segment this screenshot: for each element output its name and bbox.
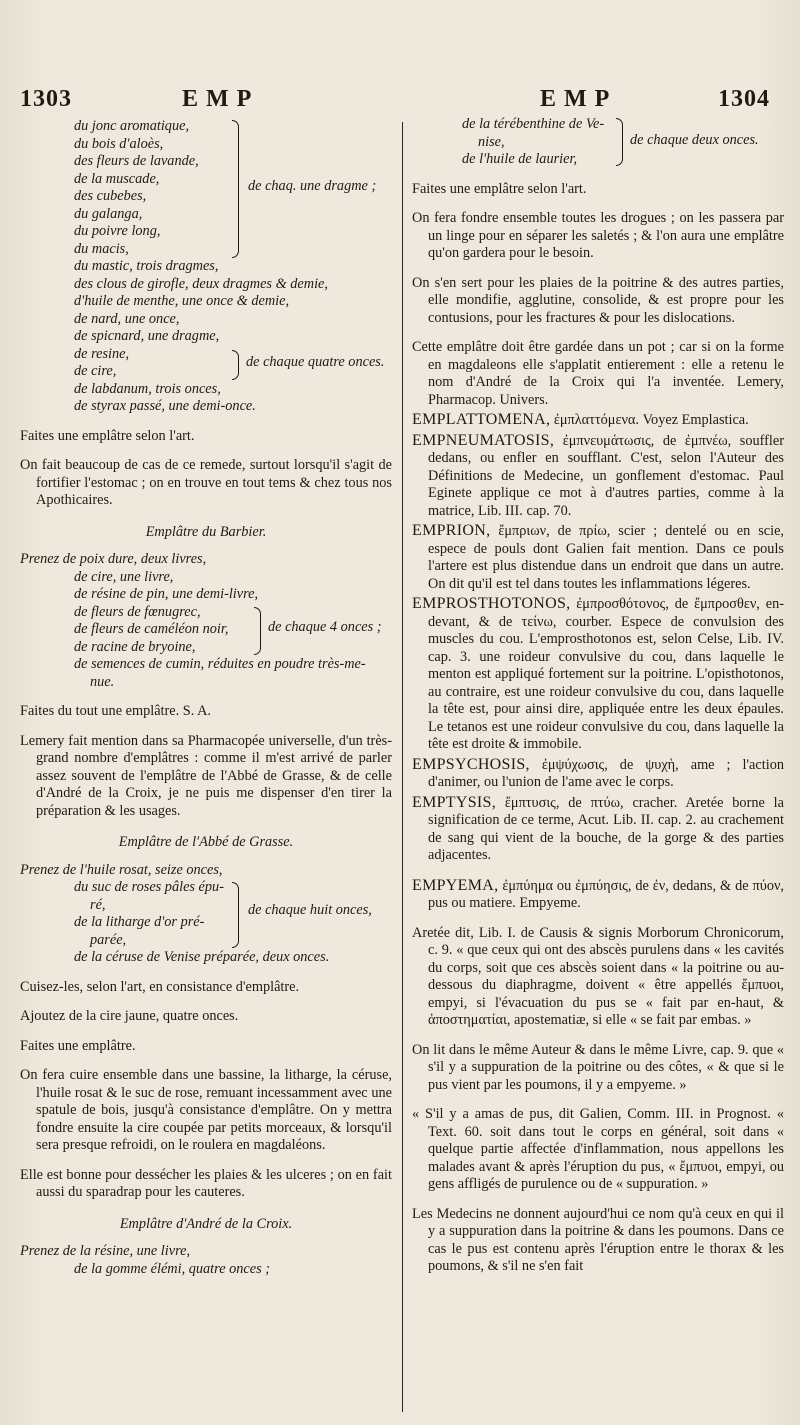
paragraph: Elle est bonne pour dessécher les plaies & les ulceres ; on en fait aussi du sparadrap pour les cauteres. bbox=[20, 1166, 392, 1200]
brace-quantity: de chaque 4 onces ; bbox=[268, 619, 382, 635]
ingredient-line: des fleurs de lavande, bbox=[74, 153, 199, 169]
ingredient-line: de l'huile de laurier, bbox=[462, 151, 578, 167]
left-page-number: 1303 bbox=[20, 86, 72, 112]
right-page-number: 1304 bbox=[718, 86, 770, 112]
paragraph: Ajoutez de la cire jaune, quatre onces. bbox=[20, 1008, 239, 1024]
paragraph: Faites du tout une emplâtre. S. A. bbox=[20, 703, 211, 719]
ingredient-line: nue. bbox=[90, 673, 115, 690]
ingredient-line: Prenez de la résine, une livre, bbox=[20, 1243, 191, 1259]
ingredient-group-top bbox=[412, 116, 784, 169]
ingredient-line: de labdanum, trois onces, bbox=[74, 380, 221, 397]
ingredient-group-grasse bbox=[20, 862, 392, 967]
ingredient-line: de fleurs de fœnugrec, bbox=[74, 603, 201, 620]
ingredient-line: du bois d'aloès, bbox=[74, 135, 164, 152]
ingredient-line: de la térébenthine de Ve- bbox=[462, 116, 605, 132]
dictionary-entry bbox=[412, 877, 784, 913]
paragraph: « S'il y a amas de pus, dit Galien, Comm. III. in Prognost. « Text. 60. soit dans tout le corps en général, soit dans « quelque partie affectée d'inflammation, nous appellons les malades avant & après l'éruption du pus, « ἔμπυοι, empyi, ou gens affligés de purulence ou de « suppuration. » bbox=[412, 1106, 784, 1192]
entry-text: ἐμπροσθότονος, de ἔμπροσθεν, en-devant, & de τείνω, courber. Espece de convulsion des muscles du cou. L'emprosthotonos est, selon Celse, Lib. IV. cap. 3. une roideur convulsive du cou, dans laquelle le menton est appliqué fortement sur la poitrine. L'opisthotonos, au contraire, est une roideur convulsive du cou, dans laquelle la tête est, pour ainsi dire, appliquée entre les deux épaules. Le tetanos est une roideur convulsive du cou, dans laquelle la tête est droite & immobile. bbox=[428, 596, 784, 752]
ingredient-group-d bbox=[20, 381, 392, 416]
ingredient-line: du poivre long, bbox=[74, 223, 161, 239]
ingredient-line: des clous de girofle, deux dragmes & demie, bbox=[74, 275, 328, 292]
entry-headword: EMPNEUMATOSIS, bbox=[412, 431, 555, 449]
entry-headword: EMPROSTHOTONOS, bbox=[412, 595, 571, 612]
entry-headword: EMPTYSIS, bbox=[412, 793, 497, 811]
ingredient-line: du galanga, bbox=[74, 205, 143, 222]
brace-quantity: de chaq. une dragme ; bbox=[248, 178, 377, 194]
ingredient-line: de cire, une livre, bbox=[74, 568, 174, 585]
entry-text: ἐμπλαττόμενα. Voyez Emplastica. bbox=[550, 412, 749, 428]
ingredient-line: de spicnard, une dragme, bbox=[74, 328, 220, 344]
ingredient-line: de cire, bbox=[74, 363, 117, 379]
paragraph: Aretée dit, Lib. I. de Causis & signis Morborum Chronicorum, c. 9. « que ceux qui ont des abscès purulens dans « les cavités du corps, soit que ces abscès soient dans « la poitrine ou au-dessous du diaphragme, doivent « être appellés ἔμπυοι, empyi, si l'évacuation du pus se « fait par en-haut, & ἀποστηματίαι, apostematiæ, si elle « se fait par embas. » bbox=[412, 924, 784, 1028]
ingredient-group-croix bbox=[20, 1243, 392, 1278]
brace-mark bbox=[232, 882, 239, 948]
ingredient-line: nise, bbox=[478, 133, 505, 150]
dictionary-entry bbox=[412, 794, 784, 865]
ingredient-line: Prenez de poix dure, deux livres, bbox=[20, 551, 207, 567]
ingredient-line: de racine de bryoine, bbox=[74, 638, 196, 655]
ingredient-line: du mastic, trois dragmes, bbox=[74, 258, 219, 274]
right-column bbox=[412, 116, 784, 1276]
ingredient-group-barbier bbox=[20, 551, 392, 691]
paragraph: On lit dans le même Auteur & dans le même Livre, cap. 9. que « s'il y a suppuration de la poitrine ou des côtes, « & que si le pus vient par les poumons, il y a empyeme. » bbox=[412, 1041, 784, 1093]
section-title: Emplâtre de l'Abbé de Grasse. bbox=[118, 834, 294, 850]
dictionary-entry bbox=[412, 432, 784, 521]
paragraph: Cette emplâtre doit être gardée dans un pot ; car si on la forme en magdaleons elle s'applatit entierement : elle a retenu le nom d'André de la Croix qui l'a inventée. Lemery, Pharmacop. Univers. bbox=[412, 339, 784, 408]
dictionary-entry bbox=[412, 595, 784, 754]
dictionary-entry bbox=[412, 411, 784, 430]
entry-text: ἐμπύημα ou ἐμπύησις, de ἐν, dedans, & de πύον, pus ou matiere. Empyeme. bbox=[428, 877, 784, 911]
column-divider bbox=[402, 122, 403, 1412]
paragraph: Lemery fait mention dans sa Pharmacopée universelle, d'un très-grand nombre d'emplâtres : comme il m'est arrivé de parler assez souvent de l'emplâtre de l'Abbé de Grasse, & de celle d'André de la Croix, je ne puis me dispenser d'en tirer la préparation & les usages. bbox=[20, 732, 392, 819]
brace-mark bbox=[254, 607, 261, 655]
entry-text: ἐμπνευμάτωσις, de ἐμπνέω, souffler dedans, ou enfler en soufflant. C'est, selon l'Auteur des Définitions de Medecine, un gonflement d'estomac. Paul Eginete applique ce mot à d'autres parties, comme à la matrice, Lib. III. cap. 70. bbox=[428, 432, 784, 519]
left-column bbox=[20, 118, 392, 1278]
dictionary-entry bbox=[412, 756, 784, 792]
ingredient-line: de la céruse de Venise préparée, deux onces. bbox=[74, 949, 330, 965]
brace-mark bbox=[232, 350, 239, 380]
ingredient-line: de resine, bbox=[74, 345, 130, 362]
ingredient-line: de la muscade, bbox=[74, 170, 160, 187]
entry-headword: EMPSYCHOSIS, bbox=[412, 755, 530, 773]
dictionary-entry bbox=[412, 522, 784, 593]
ingredient-group-c bbox=[20, 346, 392, 381]
brace-quantity: de chaque huit onces, bbox=[248, 901, 372, 918]
entry-text: ἔμπριων, de πρίω, scier ; dentelé ou en scie, espece de pouls dont Galien fait mention. Dans ce pouls l'artere est plus distendue dans un endroit que dans un autre. On dit qu'il est tel dans toutes les inflammations légeres. bbox=[428, 523, 784, 592]
ingredient-line: de nard, une once, bbox=[74, 310, 180, 327]
ingredient-line: de fleurs de caméléon noir, bbox=[74, 621, 229, 637]
brace-quantity: de chaque deux onces. bbox=[630, 132, 759, 148]
paragraph: On s'en sert pour les plaies de la poitrine & des autres parties, elle mondifie, agglutine, consolide, & est propre pour les contusions, pour les fractures & pour les dislocations. bbox=[412, 274, 784, 326]
paragraph: Cuisez-les, selon l'art, en consistance d'emplâtre. bbox=[20, 978, 300, 995]
ingredient-line: de semences de cumin, réduites en poudre très-me- bbox=[74, 656, 366, 672]
section-title: Emplâtre du Barbier. bbox=[145, 523, 267, 540]
ingredient-line: ré, bbox=[90, 896, 106, 913]
ingredient-line: du suc de roses pâles épu- bbox=[74, 879, 224, 895]
entry-text: ἐμψύχωσις, de ψυχὴ, ame ; l'action d'animer, ou l'union de l'ame avec le corps. bbox=[428, 756, 784, 790]
ingredient-line: de résine de pin, une demi-livre, bbox=[74, 586, 259, 602]
ingredient-line: de la gomme élémi, quatre onces ; bbox=[74, 1260, 270, 1277]
paragraph: On fera cuire ensemble dans une bassine, la litharge, la céruse, l'huile rosat & le suc de rose, remuant incessamment avec une spatule de bois, jusqu'à consistance d'emplâtre. On y mettra fondre ensuite la cire coupée par petits morceaux, & lorsqu'il sera presque refroidi, on le roulera en magdaléons. bbox=[20, 1067, 392, 1153]
paragraph: Faites une emplâtre selon l'art. bbox=[412, 180, 587, 197]
brace-quantity: de chaque quatre onces. bbox=[246, 353, 385, 370]
brace-mark bbox=[616, 118, 623, 166]
entry-headword: EMPYEMA, bbox=[412, 876, 499, 894]
entry-text: ἔμπτυσις, de πτύω, cracher. Aretée borne la signification de ce terme, Acut. Lib. II. cap. 2. au crachement de sang qui vient de la bouche, de la gorge & des parties adjacentes. bbox=[428, 794, 784, 863]
section-title: Emplâtre d'André de la Croix. bbox=[119, 1215, 293, 1232]
paragraph: On fera fondre ensemble toutes les drogues ; on les passera par un linge pour en séparer les saletés ; & l'on aura une emplâtre qu'on gardera pour le besoin. bbox=[412, 210, 784, 261]
ingredient-line: d'huile de menthe, une once & demie, bbox=[74, 293, 290, 309]
left-running-head: E M P bbox=[182, 86, 253, 112]
ingredient-line: de la litharge d'or pré- bbox=[74, 914, 205, 930]
paragraph: Faites une emplâtre selon l'art. bbox=[20, 427, 195, 444]
ingredient-line: du macis, bbox=[74, 240, 129, 257]
ingredient-line: Prenez de l'huile rosat, seize onces, bbox=[20, 861, 223, 878]
right-running-head: E M P bbox=[540, 86, 611, 112]
ingredient-group-b bbox=[20, 258, 392, 346]
ingredient-line: du jonc aromatique, bbox=[74, 118, 190, 134]
brace-mark bbox=[232, 120, 239, 258]
paragraph: On fait beaucoup de cas de ce remede, surtout lorsqu'il s'agit de fortifier l'estomac ; on en trouve en tout tems & chez tous nos Apothicaires. bbox=[20, 457, 392, 508]
ingredient-line: parée, bbox=[90, 931, 127, 948]
ingredient-line: des cubebes, bbox=[74, 188, 147, 204]
ingredient-group-a bbox=[20, 118, 392, 258]
entry-headword: EMPRION, bbox=[412, 522, 491, 539]
entry-headword: EMPLATTOMENA, bbox=[412, 411, 551, 428]
ingredient-line: de styrax passé, une demi-once. bbox=[74, 398, 256, 414]
paragraph: Les Medecins ne donnent aujourd'hui ce nom qu'à ceux en qui il y a suppuration dans la poitrine & dans les poumons. Dans ce cas le pus est contenu après l'éruption entre le thorax & les poumons, & s'il ne s'en fait bbox=[412, 1205, 784, 1274]
paragraph: Faites une emplâtre. bbox=[20, 1037, 136, 1054]
